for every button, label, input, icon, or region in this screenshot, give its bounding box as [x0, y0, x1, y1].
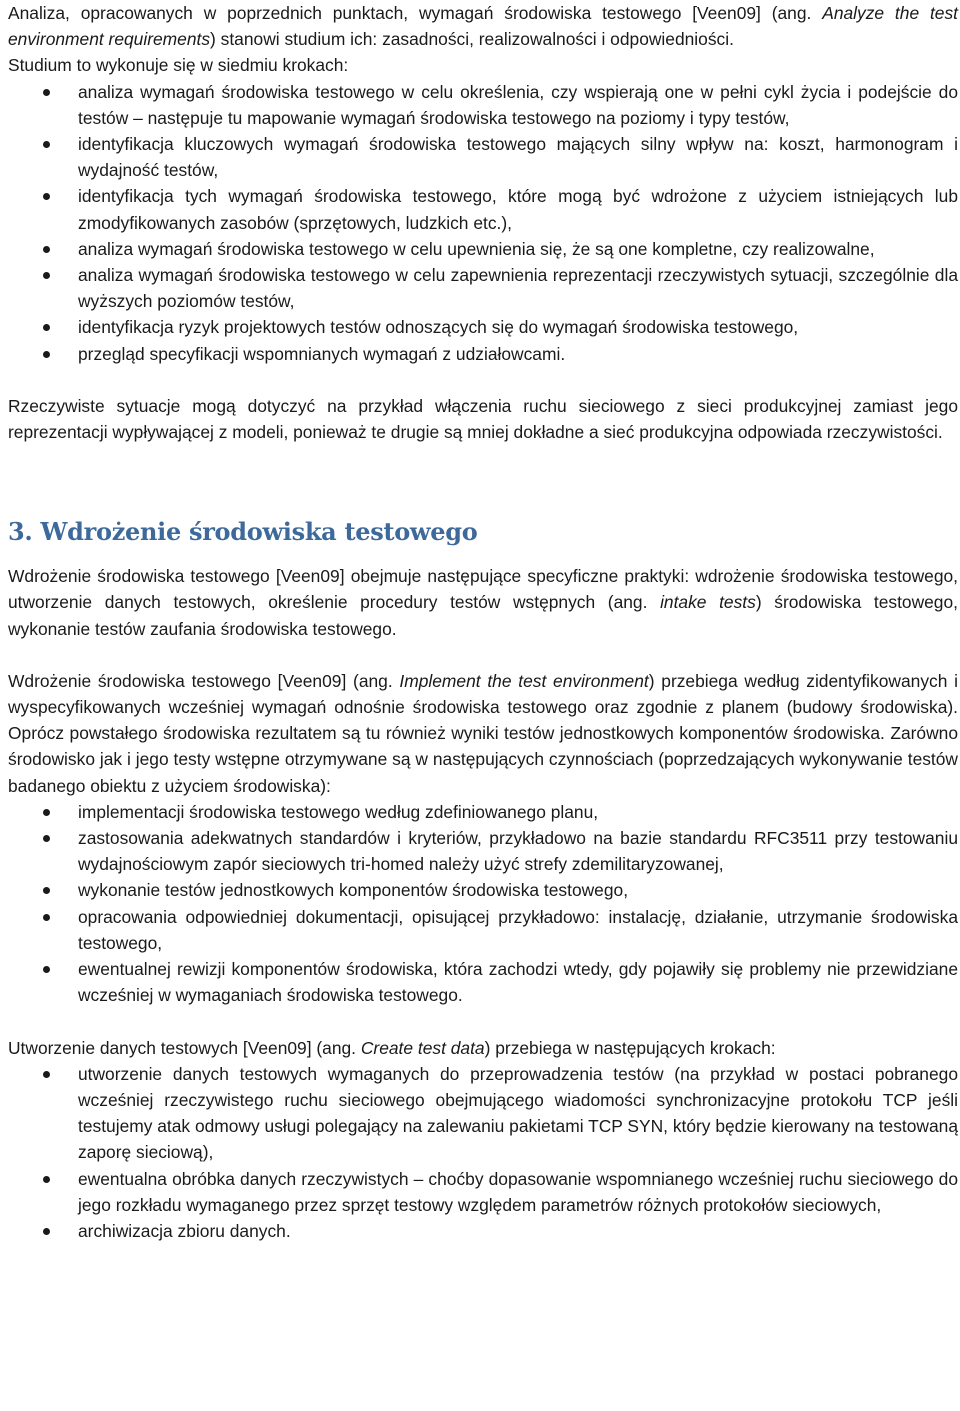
bullet-icon	[43, 193, 50, 200]
section-heading: 3. Wdrożenie środowiska testowego	[8, 517, 478, 547]
intro-paragraph: Analiza, opracowanych w poprzednich punktach, wymagań środowiska testowego [Veen09] (ang. Analyze the test environment requirements) stanowi studium ich: zasadności, realizowalności i odpowiedniości.	[8, 3, 958, 50]
intro-steps-sentence: Studium to wykonuje się w siedmiu krokach:	[8, 55, 349, 76]
list-item: przegląd specyfikacji wspomnianych wymagań z udziałowcami.	[8, 341, 958, 367]
bullet-icon	[43, 351, 50, 358]
implementation-overview-paragraph: Wdrożenie środowiska testowego [Veen09] obejmuje następujące specyficzne praktyki: wdrożenie środowiska testowego, utworzenie danych testowych, określenie procedury testów wstępnych (ang. intake tests) środowiska testowego, wykonanie testów zaufania środowiska testowego.	[8, 566, 958, 639]
list-item: wykonanie testów jednostkowych komponentów środowiska testowego,	[8, 877, 958, 903]
bullet-icon	[43, 887, 50, 894]
bullet-icon	[43, 141, 50, 148]
bullet-icon	[43, 914, 50, 921]
list-item: implementacji środowiska testowego według zdefiniowanego planu,	[8, 799, 958, 825]
bullet-icon	[43, 246, 50, 253]
bullet-icon	[43, 835, 50, 842]
list-item: ewentualnej rewizji komponentów środowiska, która zachodzi wtedy, gdy pojawiły się problemy nie przewidziane wcześniej w wymaganiach środowiska testowego.	[8, 956, 958, 1008]
list-item: analiza wymagań środowiska testowego w celu określenia, czy wspierają one w pełni cykl życia i podejście do testów – następuje tu mapowanie wymagań środowiska testowego na poziomy i typy testów,	[8, 79, 958, 131]
list-item: utworzenie danych testowych wymaganych do przeprowadzenia testów (na przykład w postaci pobranego wcześniej rzeczywistego ruchu sieciowego obejmującego wiadomości synchronizacyjne protokołu TCP jeśli testujemy atak odmowy usługi polegający na zalewaniu pakietami TCP SYN, który będzie kierowany na testowaną zaporę sieciową),	[8, 1061, 958, 1166]
bullet-icon	[43, 324, 50, 331]
document-page	[8, 0, 958, 1244]
list-item: archiwizacja zbioru danych.	[8, 1218, 958, 1244]
list-item: identyfikacja kluczowych wymagań środowiska testowego mających silny wpływ na: koszt, harmonogram i wydajność testów,	[8, 131, 958, 183]
bullet-icon	[43, 89, 50, 96]
list-item: ewentualna obróbka danych rzeczywistych – choćby dopasowanie wspomnianego wcześniej ruchu sieciowego do jego rozkładu wymaganego przez sprzęt testowy względem parametrów różnych protokołów sieciowych,	[8, 1166, 958, 1218]
bullet-icon	[43, 966, 50, 973]
test-data-steps-list	[8, 1061, 958, 1244]
list-item: identyfikacja tych wymagań środowiska testowego, które mogą być wdrożone z użyciem istniejących lub zmodyfikowanych zasobów (sprzętowych, ludzkich etc.),	[8, 183, 958, 235]
bullet-icon	[43, 1176, 50, 1183]
implement-environment-paragraph: Wdrożenie środowiska testowego [Veen09] (ang. Implement the test environment) przebiega według zidentyfikowanych i wyspecyfikowanych wcześniej wymagań odnośnie środowiska testowego oraz zgodnie z planem (budowy środowiska). Oprócz powstałego środowiska rezultatem są tu również wyniki testów jednostkowych komponentów środowiska. Zarówno środowisko jak i jego testy wstępne otrzymywane są w następujących czynnościach (poprzedzających wykonywanie testów badanego obiektu z użyciem środowiska):	[8, 670, 958, 796]
bullet-icon	[43, 272, 50, 279]
list-item: zastosowania adekwatnych standardów i kryteriów, przykładowo na bazie standardu RFC3511 przy testowaniu wydajnościowym zapór sieciowych tri-homed należy użyć strefy zdemilitaryzowanej,	[8, 825, 958, 877]
list-item: opracowania odpowiedniej dokumentacji, opisującej przykładowo: instalację, działanie, utrzymanie środowiska testowego,	[8, 904, 958, 956]
list-item: identyfikacja ryzyk projektowych testów odnoszących się do wymagań środowiska testowego,	[8, 314, 958, 340]
requirements-analysis-list	[8, 79, 958, 367]
list-item: analiza wymagań środowiska testowego w celu zapewnienia reprezentacji rzeczywistych sytuacji, szczególnie dla wyższych poziomów testów,	[8, 262, 958, 314]
create-test-data-paragraph: Utworzenie danych testowych [Veen09] (ang. Create test data) przebiega w następujących krokach:	[8, 1037, 776, 1058]
real-situations-paragraph: Rzeczywiste sytuacje mogą dotyczyć na przykład włączenia ruchu sieciowego z sieci produkcyjnej zamiast jego reprezentacji wypływającej z modeli, ponieważ te drugie są mniej dokładne a sieć produkcyjna odpowiada rzeczywistości.	[8, 395, 958, 443]
bullet-icon	[43, 1071, 50, 1078]
bullet-icon	[43, 1228, 50, 1235]
list-item: analiza wymagań środowiska testowego w celu upewnienia się, że są one kompletne, czy realizowalne,	[8, 236, 958, 262]
implementation-activities-list	[8, 799, 958, 1009]
bullet-icon	[43, 809, 50, 816]
